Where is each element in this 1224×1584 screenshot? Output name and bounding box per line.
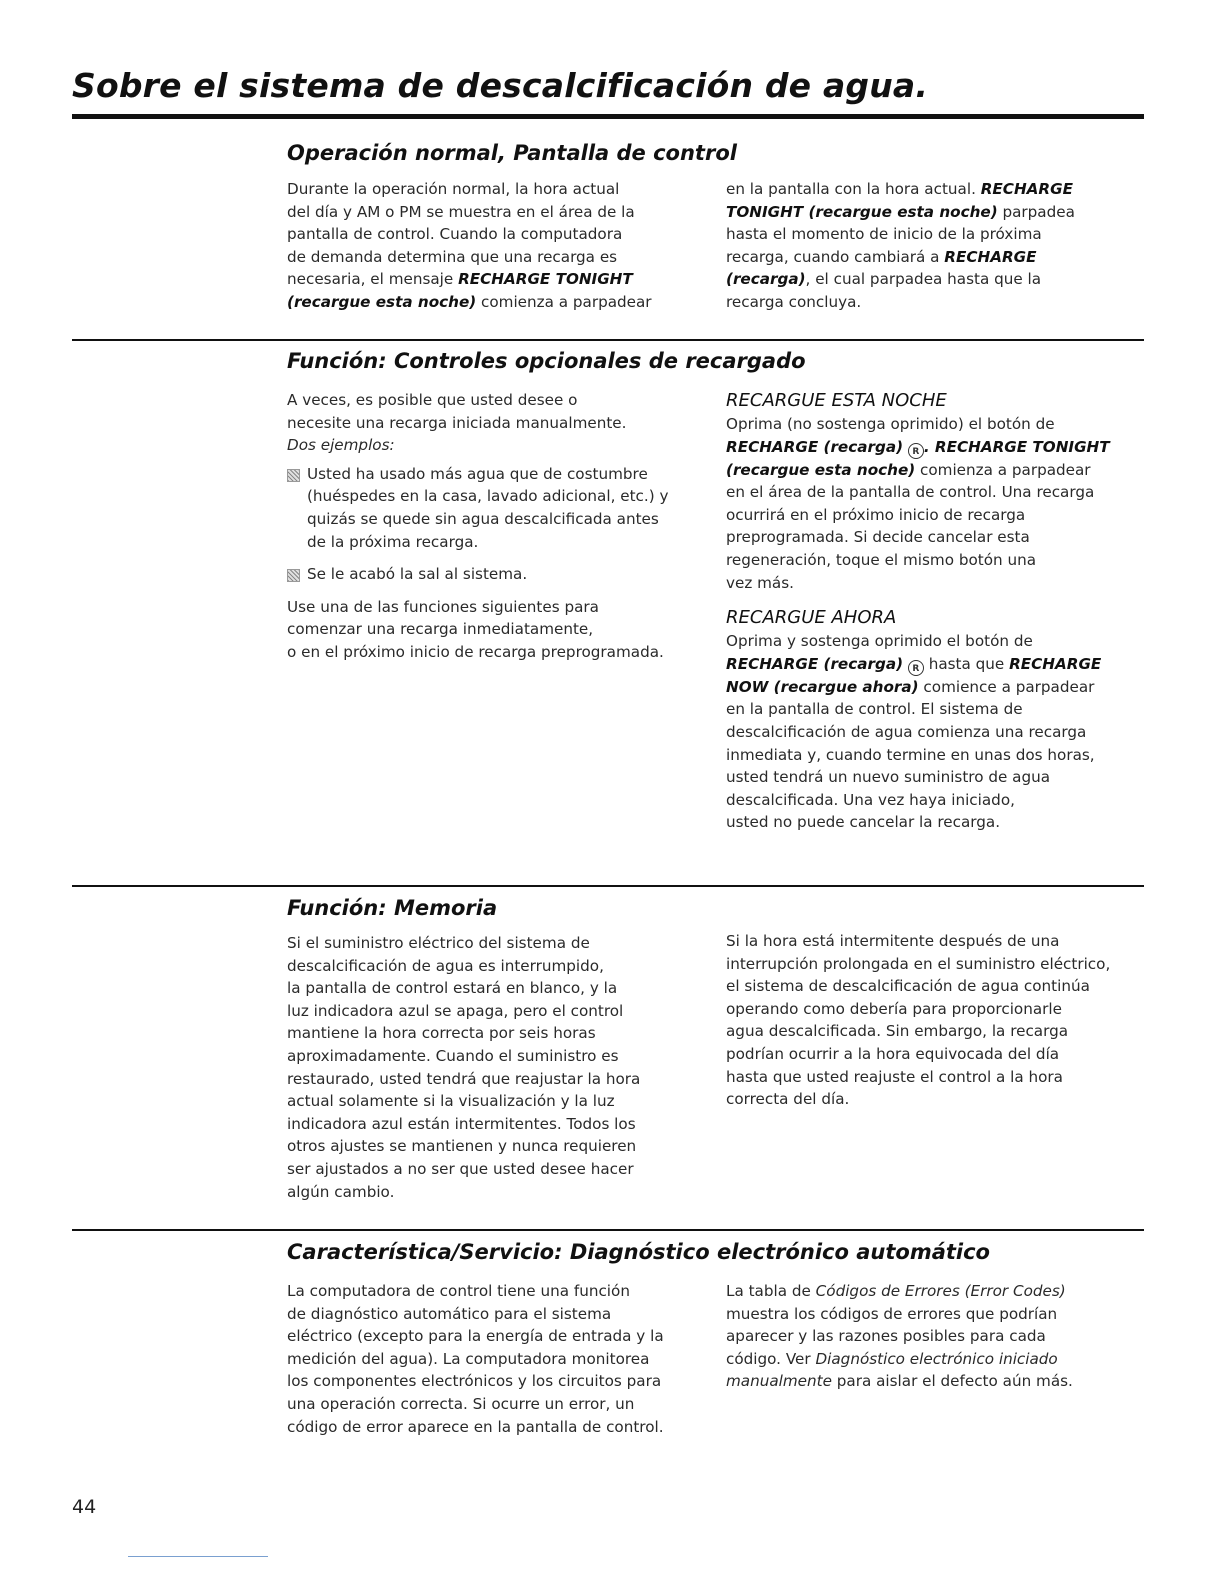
section-heading-normal-operation: Operación normal, Pantalla de control: [287, 141, 737, 165]
diagnostics-right-column: La tabla de Códigos de Errores (Error Codes) muestra los códigos de errores que podrían aparecer y las razones posibles para cada código. Ver Diagnóstico electrónico iniciado manualmente para aislar el defecto aún más.: [726, 1282, 1073, 1391]
normal-operation-left-column: Durante la operación normal, la hora actual del día y AM o PM se muestra en el área de la pantalla de control. Cuando la computadora de demanda determina que una recarga es necesaria, el mensaje RECHARGE TONIGHT (recargue esta noche) comienza a parpadear: [287, 180, 652, 311]
subheading-recharge-tonight: RECARGUE ESTA NOCHE: [726, 390, 947, 411]
memory-left-column: Si el suministro eléctrico del sistema de descalcificación de agua es interrumpido, la pantalla de control estará en blanco, y la luz indicadora azul se apaga, pero el control mantiene la hora correcta por seis horas aproximadamente. Cuando el suministro es restaurado, usted tendrá que reajustar la hora actual solamente si la visualización y la luz indicadora azul están intermitentes. Todos los otros ajustes se mantienen y nunca requieren ser ajustados a no ser que usted desee hacer algún cambio.: [287, 934, 641, 1201]
bullet-icon: [287, 469, 300, 482]
section-heading-memory: Función: Memoria: [287, 896, 498, 920]
section-heading-recharge-controls: Función: Controles opcionales de recargado: [287, 349, 806, 373]
recharge-controls-left-column: A veces, es posible que usted desee o necesite una recarga iniciada manualmente. Dos ejemplos: Usted ha usado más agua que de costumbre (huéspedes en la casa, lavado adicional, etc.) y quizás se quede sin agua descalcificada antes de la próxima recarga. Se le acabó la sal al sistema. Use una de las funciones siguientes para comenzar una recarga inmediatamente, o en el próximo inicio de recarga preprogramada.: [287, 389, 707, 664]
title-rule: [72, 114, 1144, 119]
section-heading-diagnostics: Característica/Servicio: Diagnóstico electrónico automático: [287, 1240, 990, 1264]
subheading-recharge-now: RECARGUE AHORA: [726, 607, 897, 629]
normal-operation-right-column: en la pantalla con la hora actual. RECHARGE TONIGHT (recargue esta noche) parpadea hasta el momento de inicio de la próxima recarga, cuando cambiará a RECHARGE (recarga), el cual parpadea hasta que la recarga concluya.: [726, 180, 1075, 311]
memory-right-column: Si la hora está intermitente después de una interrupción prolongada en el suministro eléctrico, el sistema de descalcificación de agua continúa operando como debería para proporcionarle agua descalcificada. Sin embargo, la recarga podrían ocurrir a la hora equivocada del día hasta que usted reajuste el control a la hora correcta del día.: [726, 932, 1111, 1109]
bullet-icon: [287, 569, 300, 582]
page-number: 44: [72, 1496, 97, 1518]
footer-rule: [128, 1556, 268, 1557]
section-divider: [72, 885, 1144, 887]
list-item: Usted ha usado más agua que de costumbre (huéspedes en la casa, lavado adicional, etc.) y quizás se quede sin agua descalcificada antes de la próxima recarga.: [287, 463, 707, 553]
recharge-button-icon: R: [908, 443, 924, 459]
page-title: Sobre el sistema de descalcificación de agua.: [72, 66, 929, 105]
recharge-controls-right-column: RECARGUE ESTA NOCHE Oprima (no sostenga oprimido) el botón de RECHARGE (recarga) R . RECHARGE TONIGHT (recargue esta noche) comienza a parpadear en el área de la pantalla de control. Una recarga ocurrirá en el próximo inicio de recarga preprogramada. Si decide cancelar esta regeneración, toque el mismo botón una vez más. RECARGUE AHORA Oprima y sostenga oprimido el botón de RECHARGE (recarga) R hasta que RECHARGE NOW (recargue ahora) comience a parpadear en la pantalla de control. El sistema de descalcificación de agua comienza una recarga inmediata y, cuando termine en unas dos horas, usted tendrá un nuevo suministro de agua descalcificada. Una vez haya iniciado, usted no puede cancelar la recarga.: [726, 389, 1146, 834]
list-item: Se le acabó la sal al sistema.: [287, 563, 707, 586]
recharge-button-icon: R: [908, 660, 924, 676]
section-divider: [72, 339, 1144, 341]
section-divider: [72, 1229, 1144, 1231]
diagnostics-left-column: La computadora de control tiene una función de diagnóstico automático para el sistema eléctrico (excepto para la energía de entrada y la medición del agua). La computadora monitorea los componentes electrónicos y los circuitos para una operación correcta. Si ocurre un error, un código de error aparece en la pantalla de control.: [287, 1282, 664, 1436]
